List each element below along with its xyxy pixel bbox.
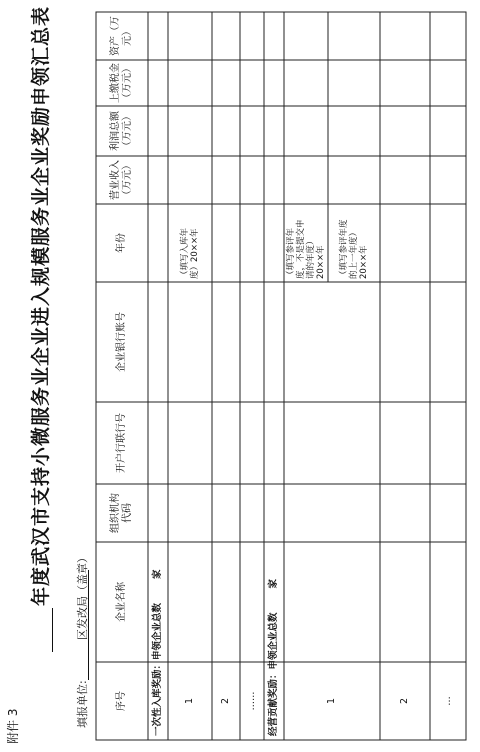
header-tax: 上缴税金（万元）: [109, 63, 133, 103]
page-title-text: 年度武汉市支持小微服务业企业进入规模服务业企业奖励申领汇总表: [30, 5, 52, 606]
table-row-seq: ……: [246, 691, 258, 711]
filler-value: 区发改局（盖章）: [76, 552, 89, 640]
table-row-seq: 2: [220, 697, 232, 705]
section2-unit: 家: [268, 578, 280, 589]
header-bank-account: 企业银行账号: [115, 312, 127, 372]
section2-label: [264, 538, 284, 740]
header-org-code: 组织机构代码: [109, 493, 133, 533]
attachment-label: 附件 3: [6, 708, 20, 744]
section1-label: [148, 538, 168, 740]
year-note-eval: （填写参评年度，不是提交申请的年度）20××年: [285, 219, 327, 279]
section1-unit: 家: [152, 569, 164, 579]
header-seq: 序号: [115, 691, 127, 711]
filler-label: 填报单位:: [76, 680, 89, 728]
table-row-seq: 1: [326, 697, 338, 705]
table-row-seq: 1: [184, 697, 196, 705]
table-row-seq: 2: [399, 697, 411, 705]
section2-label-text: 经营贡献奖励：申领企业总数: [268, 612, 280, 736]
year-note-prev: （填写参评年度的上一年度）20××年: [338, 219, 370, 279]
year-note-entry: （填写入库年度）20××年: [179, 227, 200, 279]
header-bank-code: 开户行联行号: [115, 413, 127, 473]
header-assets: 资产（万元）: [109, 16, 133, 56]
header-company-name: 企业名称: [115, 582, 127, 622]
header-profit: 利润总额（万元）: [109, 111, 133, 151]
header-year: 年份: [115, 233, 127, 253]
table-row-seq: …: [442, 696, 454, 706]
section1-label-text: 一次性入库奖励：申领企业总数: [152, 602, 164, 736]
header-revenue: 营业收入（万元）: [109, 160, 133, 200]
